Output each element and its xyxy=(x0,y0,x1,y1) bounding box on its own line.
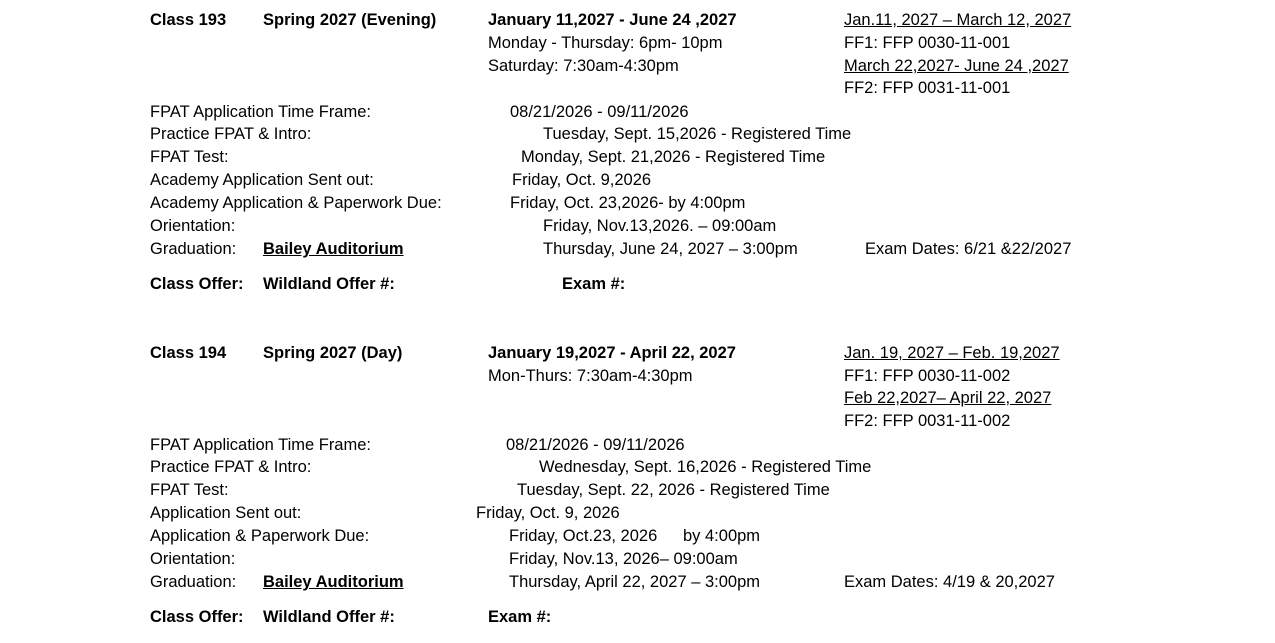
row-value-paperwork-deadline: by 4:00pm xyxy=(683,527,761,545)
ff2-date-range: Feb 22,2027– April 22, 2027 xyxy=(844,389,1052,407)
row-label-practice-fpat: Practice FPAT & Intro: xyxy=(150,458,312,476)
row-value-orientation: Friday, Nov.13,2026. – 09:00am xyxy=(543,217,777,235)
ff1-date-range: Jan.11, 2027 – March 12, 2027 xyxy=(844,11,1072,29)
graduation-date: Thursday, June 24, 2027 – 3:00pm xyxy=(543,240,798,258)
row-value-fpat-application: 08/21/2026 - 09/11/2026 xyxy=(506,436,685,454)
exam-number-label: Exam #: xyxy=(562,275,626,293)
row-label-fpat-application: FPAT Application Time Frame: xyxy=(150,436,371,454)
row-label-paperwork-due: Academy Application & Paperwork Due: xyxy=(150,194,442,212)
row-value-practice-fpat: Wednesday, Sept. 16,2026 - Registered Time xyxy=(539,458,872,476)
row-label-orientation: Orientation: xyxy=(150,217,236,235)
wildland-offer-label: Wildland Offer #: xyxy=(263,275,395,293)
row-value-fpat-application: 08/21/2026 - 09/11/2026 xyxy=(510,103,689,121)
row-value-application-sent: Friday, Oct. 9, 2026 xyxy=(476,504,620,522)
row-value-practice-fpat: Tuesday, Sept. 15,2026 - Registered Time xyxy=(543,125,852,143)
row-label-fpat-test: FPAT Test: xyxy=(150,481,229,499)
class-term: Spring 2027 (Day) xyxy=(263,344,403,362)
ff1-date-range: Jan. 19, 2027 – Feb. 19,2027 xyxy=(844,344,1060,362)
row-label-fpat-test: FPAT Test: xyxy=(150,148,229,166)
exam-dates: Exam Dates: 4/19 & 20,2027 xyxy=(844,573,1055,591)
row-label-application-sent: Application Sent out: xyxy=(150,504,302,522)
row-label-practice-fpat: Practice FPAT & Intro: xyxy=(150,125,312,143)
row-value-fpat-test: Tuesday, Sept. 22, 2026 - Registered Time xyxy=(517,481,830,499)
class-number: Class 194 xyxy=(150,344,227,362)
row-label-application-sent: Academy Application Sent out: xyxy=(150,171,374,189)
ff1-code: FF1: FFP 0030-11-002 xyxy=(844,367,1011,385)
graduation-date: Thursday, April 22, 2027 – 3:00pm xyxy=(509,573,761,591)
class-offer-label: Class Offer: xyxy=(150,275,244,293)
ff2-date-range: March 22,2027- June 24 ,2027 xyxy=(844,57,1069,75)
ff1-code: FF1: FFP 0030-11-001 xyxy=(844,34,1011,52)
class-offer-label: Class Offer: xyxy=(150,608,244,626)
class-term: Spring 2027 (Evening) xyxy=(263,11,437,29)
ff2-code: FF2: FFP 0031-11-001 xyxy=(844,79,1011,97)
wildland-offer-label: Wildland Offer #: xyxy=(263,608,395,626)
row-label-fpat-application: FPAT Application Time Frame: xyxy=(150,103,371,121)
class-date-range: January 19,2027 - April 22, 2027 xyxy=(488,344,736,362)
graduation-venue: Bailey Auditorium xyxy=(263,573,404,591)
row-value-application-sent: Friday, Oct. 9,2026 xyxy=(512,171,652,189)
graduation-venue: Bailey Auditorium xyxy=(263,240,404,258)
row-label-orientation: Orientation: xyxy=(150,550,236,568)
exam-number-label: Exam #: xyxy=(488,608,552,626)
class-date-range: January 11,2027 - June 24 ,2027 xyxy=(488,11,737,29)
exam-dates: Exam Dates: 6/21 &22/2027 xyxy=(865,240,1072,258)
row-value-orientation: Friday, Nov.13, 2026– 09:00am xyxy=(509,550,738,568)
row-label-graduation: Graduation: xyxy=(150,573,237,591)
row-value-fpat-test: Monday, Sept. 21,2026 - Registered Time xyxy=(521,148,826,166)
row-label-paperwork-due: Application & Paperwork Due: xyxy=(150,527,370,545)
class-schedule-line: Saturday: 7:30am-4:30pm xyxy=(488,57,679,75)
class-schedule-line: Monday - Thursday: 6pm- 10pm xyxy=(488,34,723,52)
ff2-code: FF2: FFP 0031-11-002 xyxy=(844,412,1011,430)
class-number: Class 193 xyxy=(150,11,227,29)
class-schedule-line: Mon-Thurs: 7:30am-4:30pm xyxy=(488,367,693,385)
row-value-paperwork-due: Friday, Oct.23, 2026 xyxy=(509,527,658,545)
row-value-paperwork-due: Friday, Oct. 23,2026- by 4:00pm xyxy=(510,194,746,212)
row-label-graduation: Graduation: xyxy=(150,240,237,258)
